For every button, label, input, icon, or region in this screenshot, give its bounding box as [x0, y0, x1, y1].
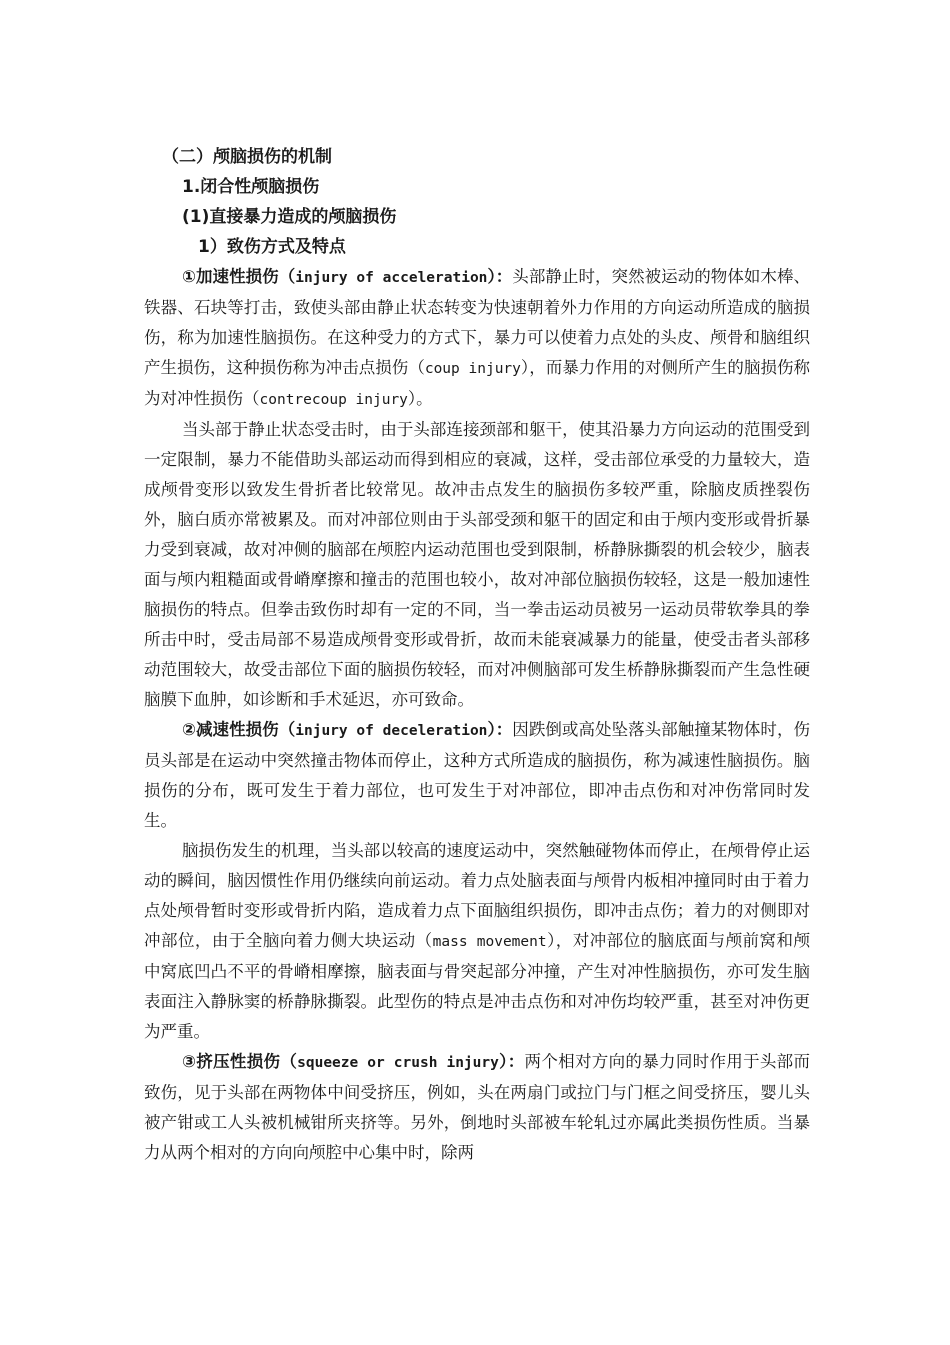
paragraph-text: ），对冲部位的脑底面与颅前窝和颅中窝底凹凸不平的骨嵴相摩擦，脑表面与骨突起部分冲撞，产生对冲性脑损伤，亦可发生脑表面注入静脉窦的桥静脉撕裂。此型伤的特点是冲击点伤和对冲伤均较严重，甚至对冲伤更为严重。 — [144, 931, 810, 1041]
english-term: injury of acceleration — [295, 270, 488, 286]
paragraph-mechanism — [144, 836, 810, 1047]
paragraph-text: 脑损伤发生的机理，当头部以较高的速度运动中，突然触碰物体而停止，在颅骨停止运动的瞬间，脑因惯性作用仍继续向前运动。着力点处脑表面与颅骨内板相冲撞同时由于着力点处颅骨暂时变形或骨折内陷，造成着力点下面脑组织损伤，即冲击点伤；着力的对侧即对冲部位，由于全脑向着力侧大块运动（ — [144, 841, 810, 950]
english-term: coup injury — [424, 361, 521, 377]
topic-heading: 1）致伤方式及特点 — [198, 237, 346, 257]
paragraph-deceleration-injury — [144, 715, 810, 836]
item-title-close: ）： — [487, 720, 513, 739]
paragraph-text: ）。 — [407, 389, 433, 408]
english-term: squeeze or crush injury — [297, 1055, 499, 1071]
paragraph-body: 当头部于静止状态受击时，由于头部连接颈部和躯干，使其沿暴力方向运动的范围受到一定限制，暴力不能借助头部运动而得到相应的衰减，这样，受击部位承受的力量较大，造成颅骨变形以致发生骨折者比较常见。故冲击点发生的脑损伤多较严重，除脑皮质挫裂伤外，脑白质亦常被累及。而对冲部位则由于头部受颈和躯干的固定和由于颅内变形或骨折暴力受到衰减，故对冲侧的脑部在颅腔内运动范围也受到限制，桥静脉撕裂的机会较少，脑表面与颅内粗糙面或骨嵴摩擦和撞击的范围也较小，故对冲部位脑损伤较轻，这是一般加速性脑损伤的特点。但拳击致伤时却有一定的不同，当一拳击运动员被另一运动员带软拳具的拳所击中时，受击局部不易造成颅骨变形或骨折，故而未能衰减暴力的能量，使受击者头部移动范围较大，故受击部位下面的脑损伤较轻，而对冲侧脑部可发生桥静脉撕裂而产生急性硬脑膜下血肿，如诊断和手术延迟，亦可致命。 — [144, 420, 810, 709]
item-title: ①加速性损伤（ — [182, 267, 296, 286]
english-term: mass movement — [432, 934, 547, 950]
paragraph-crush-injury — [144, 1047, 810, 1168]
subsubsection-heading: (1)直接暴力造成的颅脑损伤 — [182, 207, 397, 227]
subsection-heading: 1.闭合性颅脑损伤 — [182, 177, 320, 197]
paragraph-text: ），而暴力作用的对侧所产生的脑损伤称为对冲性损伤（ — [144, 358, 811, 408]
paragraph-text: 因跌倒或高处坠落头部触撞某物体时，伤员头部是在运动中突然撞击物体而停止，这种方式所造成的脑损伤，称为减速性脑损伤。脑损伤的分布，既可发生于着力部位，也可发生于对冲部位，即冲击点伤和对冲伤常同时发生。 — [144, 720, 810, 830]
item-title: ②减速性损伤（ — [182, 720, 296, 739]
paragraph-acceleration-injury — [144, 262, 810, 415]
item-title-close: ）： — [498, 1052, 525, 1071]
paragraph-text: 头部静止时，突然被运动的物体如木棒、铁器、石块等打击，致使头部由静止状态转变为快速朝着外力作用的方向运动所造成的脑损伤，称为加速性脑损伤。在这种受力的方式下，暴力可以使着力点处的头皮、颅骨和脑组织产生损伤，这种损伤称为冲击点损伤（ — [144, 267, 810, 377]
item-title-close: ）： — [487, 267, 513, 286]
english-term: contrecoup injury — [259, 392, 408, 408]
english-term: injury of deceleration — [295, 723, 488, 739]
paragraph-text: 两个相对方向的暴力同时作用于头部而致伤，见于头部在两物体中间受挤压，例如，头在两扇门或拉门与门框之间受挤压，婴儿头被产钳或工人头被机械钳所夹挤等。另外，倒地时头部被车轮轧过亦属此类损伤性质。当暴力从两个相对的方向向颅腔中心集中时，除两 — [144, 1052, 810, 1162]
section-heading: （二）颅脑损伤的机制 — [162, 147, 332, 167]
item-title: ③挤压性损伤（ — [182, 1052, 298, 1071]
